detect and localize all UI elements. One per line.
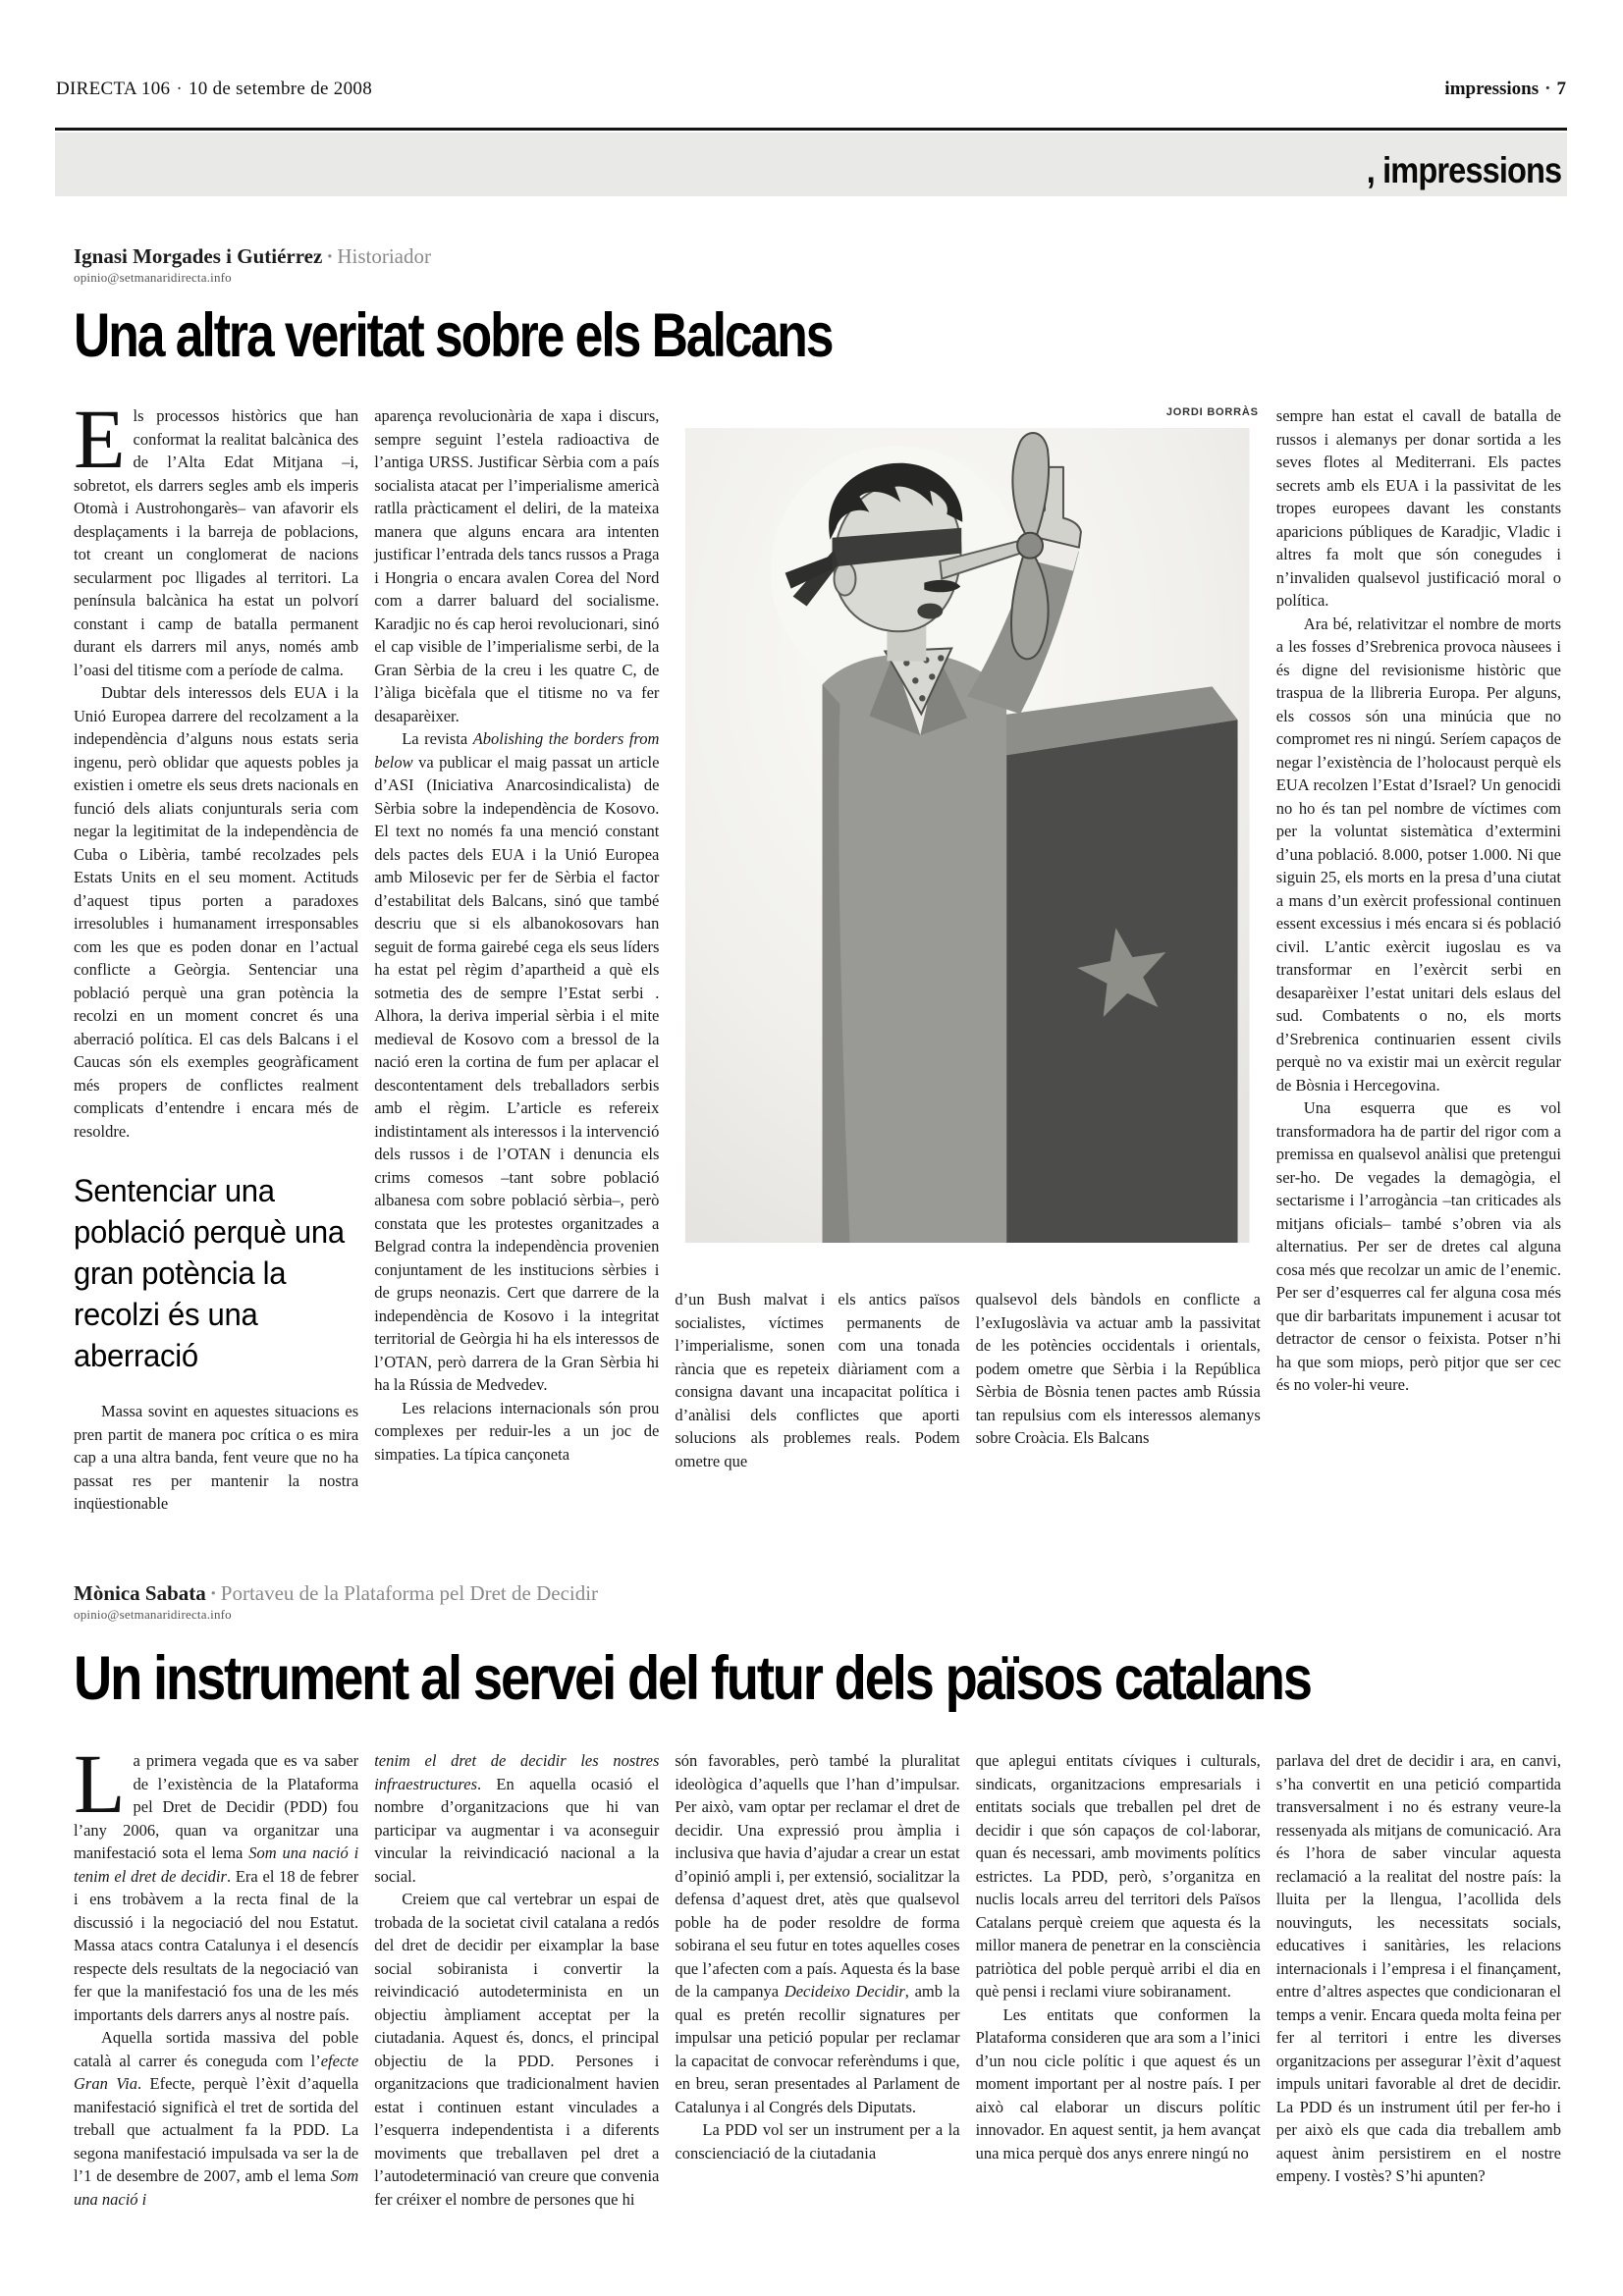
author-role: Portaveu de la Plataforma pel Dret de Decidir <box>220 1581 599 1605</box>
masthead <box>56 79 1566 100</box>
body-paragraph: qualsevol dels bàndols en conflicte a l’exIugoslàvia va actuar amb la passivitat de les potències occidentals i orientals, podem ometre que Sèrbia i la República Sèrbia de Bòsnia tenen pactes amb Rússia tan repulsius com els interessos alemanys sobre Croàcia. Els Balcans <box>975 1290 1261 1447</box>
body-paragraph: Dubtar dels interessos dels EUA i la Unió Europea darrere del recolzament a la independència d’alguns nous estats seria ingenu, però oblidar que aquests pobles ja existien i ometre els seus drets nacionals en funció dels aliats conjunturals seria com negar la legitimitat de la independència de Cuba o Libèria, també recolzades pels Estats Units en el seu moment. Actituds d’aquest tipus porten a paradoxes irresolubles i humanament irresponsables com les que es poden donar en l’actual conflicte a Geòrgia. Sentenciar una població perquè una gran potència la recolzi en un moment concret és una aberració política. El cas dels Balcans i el Caucas són els exemples geogràficament més propers de conflictes realment complicats d’entendre i encara més de resoldre. <box>74 683 359 1141</box>
section-banner-label: , impressions <box>1367 149 1562 190</box>
text-column <box>976 1749 1261 2271</box>
body-paragraph: tenim el dret de decidir les nostres infraestructures. En aquella ocasió el nombre d’organitzacions que hi van participar va augmentar i va aconseguir vincular la reivindicació nacional a la social. <box>374 1751 660 1886</box>
pull-quote: Sentenciar una població perquè una gran potència la recolzi és una aberració <box>74 1173 345 1373</box>
author-email: opinio@setmanaridirecta.info <box>74 270 232 285</box>
article-headline: Una altra veritat sobre els Balcans <box>74 301 833 370</box>
drop-cap: E <box>74 404 126 486</box>
text-column <box>976 1288 1261 1545</box>
masthead-brand: DIRECTA 106 <box>56 79 171 99</box>
body-paragraph: Creiem que cal vertebrar un espai de trobada de la societat civil catalana a redós del dret de decidir per eixamplar la base social sobiranista i convertir la reivindicació autodeterminista en un objectiu àmpliament acceptat per la ciutadania. Aquest és, doncs, el principal objectiu de la PDD. Persones i organitzacions que tradicionalment havien estat i continuen estant vinculades a l’esquerra independentista i a diferents moviments que treballaven pel dret a l’autodeterminació van creure que convenia fer créixer el nombre de persones que hi <box>374 1890 660 2209</box>
body-paragraph: sempre han estat el cavall de batalla de russos i alemanys per donar sortida a les seves flotes al Mediterrani. Els pactes secrets amb els EUA i la passivitat de les tropes europees davant les constants aparicions públiques de Karadjic, Vladic i altres fa molt que són conegudes i n’invaliden qualsevol justificació moral o política. <box>1275 406 1561 610</box>
author-role: Historiador <box>337 244 431 268</box>
body-paragraph: parlava del dret de decidir i ara, en canvi, s’ha convertit en una petició compartida transversalment i no és estrany veure-la ressenyada als mitjans de comunicació. Ara és l’hora de saber vincular aquesta reclamació a la realitat del nostre país: la lluita per la llengua, l’acollida dels nouvinguts, les necessitats socials, educatives i sanitàries, les relacions internacionals i l’empresa i el finançament, entre d’altres aspectes que condicionaran el temps a venir. Encara queda molta feina per fer al territori i entre les diverses organitzacions per assegurar l’èxit d’aquest impuls unitari favorable al dret de decidir. La PDD és un instrument útil per fer-ho i per això els que cada dia treballem amb aquest ànim persistirem en el nostre empeny. I vostès? S’hi apunten? <box>1275 1751 1561 2185</box>
body-paragraph: que aplegui entitats cíviques i culturals, sindicats, organitzacions empresarials i entitats socials que treballen pel dret de decidir i que són capaços de col·laborar, quan és necessari, amb moviments polítics estrictes. La PDD, però, s’organitza en nuclis locals arreu del territori dels Països Catalans perquè creiem que aquesta és la millor manera de penetrar en la consciència patriòtica del poble perquè arribi el dia en què pensi i reclami viure sobiranament. <box>975 1751 1261 2001</box>
text-column <box>1276 404 1561 1545</box>
section-banner <box>55 133 1567 196</box>
body-paragraph: Massa sovint en aquestes situacions es pren partit de manera poc crítica o es mira cap a una altra banda, fent veure que no ha passat res per mantenir la nostra inqüestionable <box>74 1402 359 1513</box>
masthead-date: 10 de setembre de 2008 <box>188 79 372 99</box>
body-paragraph: Les relacions internacionals són prou complexes per reduir-les a un joc de simpaties. La típica cançoneta <box>374 1398 660 1464</box>
body-paragraph: Les entitats que conformen la Plataforma consideren que ara som a l’inici d’un nou cicle polític i que aquest és un moment important per al nostre país. I per això cal elaborar un discurs polític innovador. En aquest sentit, ja hem avançat una mica perquè dos anys enrere ningú no <box>975 2004 1261 2163</box>
byline <box>74 1582 1561 1604</box>
text-column <box>675 1749 959 2271</box>
article-body <box>74 1749 1561 2271</box>
article-headline: Un instrument al servei del futur dels països catalans <box>74 1644 1311 1713</box>
pinocchio-politician-illustration <box>675 424 1260 1247</box>
body-paragraph: La PDD vol ser un instrument per a la conscienciació de la ciutadania <box>675 2120 960 2163</box>
masthead-page-number: 7 <box>1556 79 1566 99</box>
byline <box>74 245 1561 267</box>
body-paragraph: La primera vegada que es va saber de l’existència de la Plataforma pel Dret de Decidir (PDD) fou l’any 2006, quan va organitzar una manifestació sota el lema Som una nació i tenim el dret de decidir. Era el 18 de febrer i ens trobàvem a la recta final de la discussió i la negociació del nou Estatut. Massa atacs contra Catalunya i el desencís respecte dels resultats de la negociació van fer que la manifestació fos una de les més importants dels darrers anys al nostre país. <box>74 1749 359 2024</box>
masthead-separator: · <box>176 79 183 99</box>
body-paragraph: Una esquerra que es vol transformadora ha de partir del rigor com a premissa en qualsevol anàlisi que pretengui ser-ho. De vegades la demagògia, el sectarisme i l’arrogància –tan criticades als mitjans oficials– també s’obren via als alternatius. Per ser de dretes cal alguna cosa més que recolzar un amic de l’enemic. Per ser d’esquerres cal fer alguna cosa més que dir barbaritats impunement i acusar tot detractor de censor o feixista. Potser n’hi ha que som miops, però pitjor que ser cec és no voler-hi veure. <box>1275 1098 1561 1394</box>
body-paragraph: d’un Bush malvat i els antics països socialistes, víctimes permanents de l’imperialisme, sonen com una tonada rància que es repeteix diàriament com a consigna davant una incapacitat política i d’anàlisi dels conflictes que aporti solucions als problemes reals. Podem ometre que <box>675 1290 960 1470</box>
illustration-figure <box>675 404 1260 1288</box>
article-body <box>74 404 1561 1545</box>
masthead-left <box>56 79 372 100</box>
author-email: opinio@setmanaridirecta.info <box>74 1607 232 1622</box>
illustration-credit: JORDI BORRÀS <box>1165 406 1259 418</box>
body-paragraph: Ara bé, relativitzar el nombre de morts a les fosses d’Srebrenica provoca nàusees i és digne del revisionisme històric que traspua de la llibreria Europa. Per alguns, els cossos són una minúcia que no compromet res ni ningú. Seríem capaços de negar l’existència de l’holocaust perquè els EUA recolzen l’Estat d’Israel? Un genocidi no ho és tan pel nombre de víctimes com per la voluntat sistemàtica d’extermini d’una població. 8.000, potser 1.000. Ni que siguin 25, els morts en la presa d’una ciutat a mans d’un exèrcit professional continuen essent excessius i més encara si és població civil. L’antic exèrcit iugoslau es va transformar en l’exèrcit serbi en desaparèixer l’estat unitari dels eslaus del sud. Combatents o no, els morts d’Srebrenica continuarien essent civils perquè no va existir mai un exèrcit regular de Bòsnia i Hercegovina. <box>1275 614 1561 1095</box>
masthead-separator: · <box>1544 79 1551 99</box>
body-paragraph: són favorables, però també la pluralitat ideològica d’aquells que l’han d’impulsar. Per això, vam optar per reclamar el dret de decidir. Una expressió prou àmplia i inclusiva que havia d’ajudar a crear un estat d’opinió ampli i, per extensió, socialitzar la defensa d’aquest dret, atès que qualsevol poble ha de poder resoldre de forma sobirana el seu futur en totes aquelles coses que l’afecten com a país. Aquesta és la base de la campanya Decideixo Decidir, amb la qual es pretén recollir signatures per impulsar una petició popular per reclamar la capacitat de convocar referèndums i que, en breu, seran presentades al Parlament de Catalunya i al Congrés dels Diputats. <box>675 1751 960 2116</box>
text-column <box>374 404 659 1545</box>
header-rule <box>55 128 1567 131</box>
text-column <box>1276 1749 1561 2271</box>
article-balcans <box>74 245 1561 1545</box>
text-column <box>675 1288 959 1545</box>
author-name: Ignasi Morgades i Gutiérrez <box>74 244 323 268</box>
body-paragraph: aparença revolucionària de xapa i discurs, sempre seguint l’estela radioactiva de l’antiga URSS. Justificar Sèrbia com a país socialista atacat per l’imperialisme americà ratlla pràcticament el deliri, de la mateixa manera que alguns encara ara intenten justificar l’entrada dels tancs russos a Praga i Hongria o encara avalen Corea del Nord com a darrer baluard del socialisme. Karadjic no és cap heroi revolucionari, sinó el cap visible de l’imperialisme serbi, de la Gran Sèrbia de la creu i les quatre C, de l’àliga bicèfala que el titisme no va fer desaparèixer. <box>374 406 660 725</box>
text-column <box>74 404 358 1545</box>
masthead-right <box>1444 79 1566 100</box>
drop-cap: L <box>74 1749 126 1831</box>
body-paragraph: Aquella sortida massiva del poble català al carrer és coneguda com l’efecte Gran Via. Efecte, perquè l’èxit d’aquella manifestació significà el tret de sortida del treball que actualment fa la PDD. La segona manifestació impulsada va ser la de l’1 de desembre de 2007, amb el lema Som una nació i <box>74 2028 359 2209</box>
masthead-section: impressions <box>1444 79 1540 99</box>
byline-separator: · <box>326 244 334 268</box>
body-paragraph: Els processos històrics que han conformat la realitat balcànica des de l’Alta Edat Mitjana –i, sobretot, els darrers segles amb els imperis Otomà i Austrohongarès– van afavorir els desplaçaments i la barreja de poblacions, tot creant un conglomerat de nacions secularment poc lligades al territori. La península balcànica ha estat un polvorí constant i camp de batalla permanent durant els darrers mil anys, només amb l’oasi del titisme com a període de calma. <box>74 404 359 679</box>
body-paragraph: La revista Abolishing the borders from below va publicar el maig passat un article d’ASI (Iniciativa Anarcosindicalista) de Sèrbia sobre la independència de Kosovo. El text no només fa una menció constant dels pactes dels EUA i la Unió Europea amb Milosevic per fer de Sèrbia el factor d’estabilitat dels Balcans, sinó que també descriu que si els albanokosovars han seguit de forma gairebé cega els seus líders ha estat pel règim d’apartheid a què els sotmetia des de sempre l’Estat serbi . Alhora, la deriva imperial sèrbia i el mite medieval de Kosovo com a bressol de la nació eren la cortina de fum per aplacar el descontentament dels treballadors serbis amb el règim. L’article es refereix indistintament als interessos i la intervenció dels russos i de l’OTAN i denuncia els crims comesos –tant sobre població albanesa com sobre població sèrbia–, però constata que les protestes organitzades a Belgrad contra la independència provenien conjuntament de les institucions sèrbies i de grups neonazis. Cert que darrere de la independència de Kosovo i la integritat territorial de Geòrgia hi ha els interessos de l’OTAN, però darrera de la Gran Sèrbia hi ha la Rússia de Medvedev. <box>374 729 660 1394</box>
article-paisos-catalans <box>74 1582 1561 2271</box>
byline-separator: · <box>209 1581 217 1605</box>
author-name: Mònica Sabata <box>74 1581 206 1605</box>
text-column <box>374 1749 659 2271</box>
text-column <box>74 1749 358 2271</box>
